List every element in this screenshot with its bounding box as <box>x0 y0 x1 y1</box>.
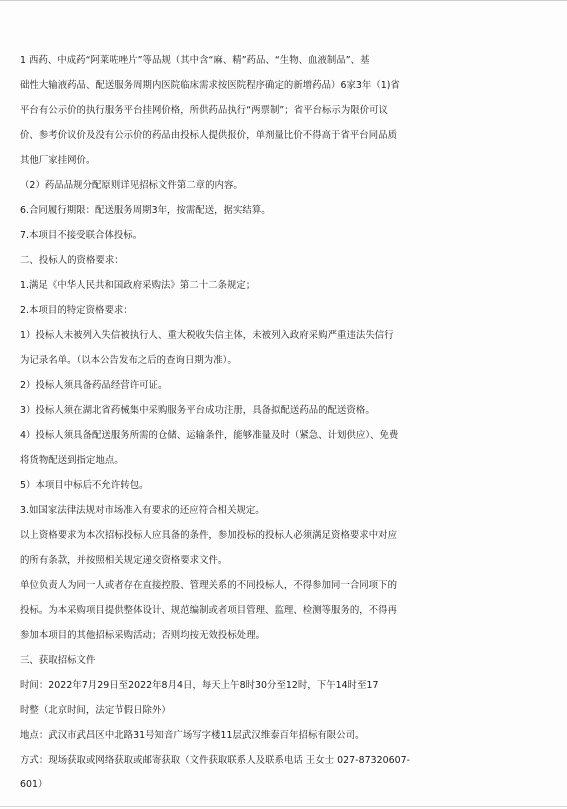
text-line: 单位负责人为同一人或者存在直接控股、管理关系的不同投标人，不得参加同一合同项下的 <box>20 580 398 591</box>
text-line: 601） <box>20 779 48 790</box>
text-line: 1）投标人未被列入失信被执行人、重大税收失信主体，未被列入政府采购严重违法失信行 <box>20 330 394 341</box>
text-line: 2.本项目的特定资格要求： <box>20 305 133 316</box>
text-line: 地点：武汉市武昌区中北路31号知音广场写字楼11层武汉维泰百年招标有限公司。 <box>20 730 365 741</box>
text-line: 2）投标人须具备药品经营许可证。 <box>20 380 168 391</box>
text-line: 投标。为本采购项目提供整体设计、规范编制或者项目管理、监理、检测等服务的，不得再 <box>20 605 398 616</box>
page-bottom-border <box>0 806 567 807</box>
text-line: 价、参考价议价及没有公示价的药品由投标人提供报价，单剂量比价不得高于省平台同品质 <box>20 130 398 141</box>
text-line: 将货物配送到指定地点。 <box>20 455 124 466</box>
text-line: 6.合同履行期限：配送服务周期3年，按需配送，据实结算。 <box>20 205 271 216</box>
section-heading: 二、投标人的资格要求： <box>20 255 124 266</box>
text-line: 1 西药、中成药“阿莱咗唑片”等品规（其中含“麻、精”药品、“生物、血液制品”、基 <box>20 55 370 66</box>
text-line: 时整（北京时间，法定节假日除外） <box>20 705 171 716</box>
page-top-border <box>0 0 567 1</box>
text-line: 3）投标人须在湖北省药械集中采购服务平台成功注册，具备拟配送药品的配送资格。 <box>20 405 375 416</box>
text-line: 1.满足《中华人民共和国政府采购法》第二十二条规定； <box>20 280 256 291</box>
text-line: 7.本项目不接受联合体投标。 <box>20 230 143 241</box>
text-line: 以上资格要求为本次招标投标人应具备的条件，参加投标的投标人必须满足资格要求中对应 <box>20 530 398 541</box>
text-line: （2）药品品规分配原则详见招标文件第二章的内容。 <box>20 180 243 191</box>
text-line: 方式：现场获取或网络获取或邮寄获取（文件获取联系人及联系电话 王女士 027-87320607- <box>20 755 411 766</box>
text-line: 3.如国家法律法规对市场准入有要求的还应符合相关规定。 <box>20 505 265 516</box>
text-line: 平台有公示价的执行服务平台挂网价格，所供药品执行“两票制”；省平台标示为限价可议 <box>20 105 388 116</box>
text-line: 4）投标人须具备配送服务所需的仓储、运输条件，能够准量及时（紧急、计划供应）、免费 <box>20 430 399 441</box>
section-heading: 三、获取招标文件 <box>20 655 96 666</box>
text-line: 参加本项目的其他招标采购活动；否则均按无效投标处理。 <box>20 630 266 641</box>
text-line: 的所有条款，并按照相关规定递交资格要求文件。 <box>20 555 228 566</box>
text-line: 时间：2022年7月29日至2022年8月4日，每天上午8时30分至12时，下午14时至17 <box>20 680 379 691</box>
text-line: 其他厂家挂网价。 <box>20 155 96 166</box>
text-line: 为记录名单。（以本公告发布之后的查询日期为准）。 <box>20 355 237 366</box>
text-line: 础性大输液药品、配送服务周期内医院临床需求按医院程序确定的新增药品）6家3年（1)省 <box>20 80 400 91</box>
text-line: 5）本项目中标后不允许转包。 <box>20 480 149 491</box>
document-body <box>20 48 552 797</box>
